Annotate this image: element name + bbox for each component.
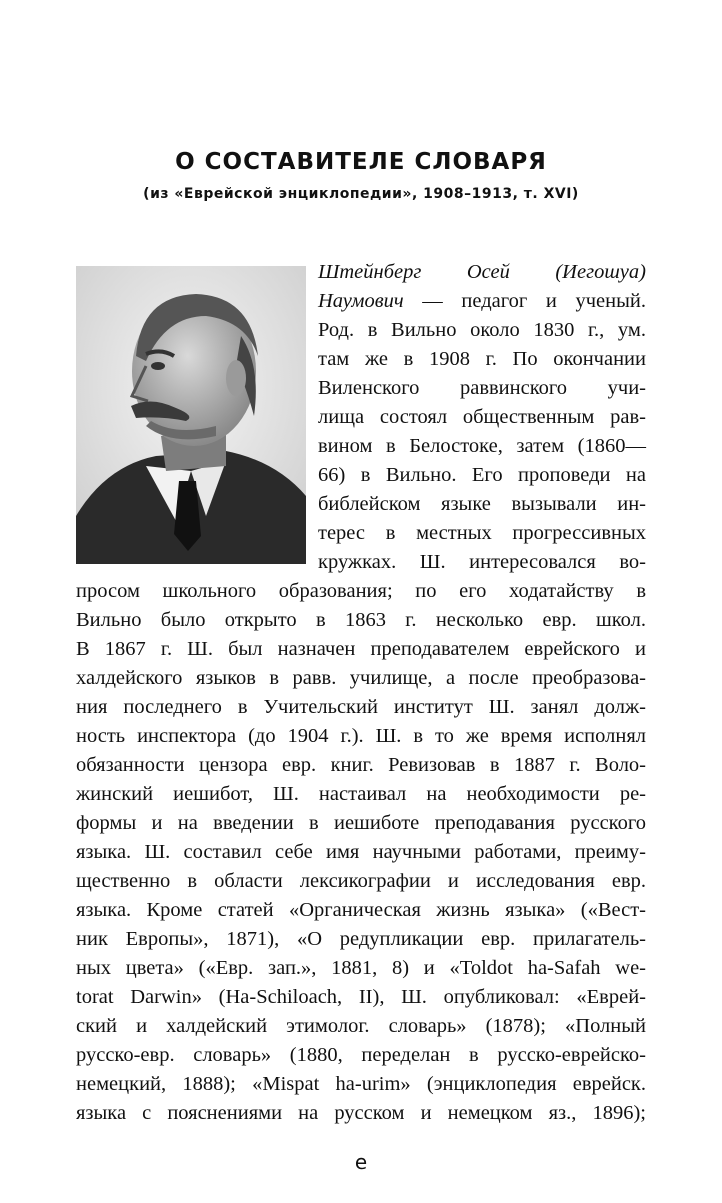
text-line: там же в 1908 г. По окончании xyxy=(318,348,646,370)
text-line: щественно в области лексикографии и исследования евр. xyxy=(76,870,646,892)
text-line: русско-евр. словарь» (1880, переделан в русско-еврейско- xyxy=(76,1044,646,1066)
text-line: Род. в Вильно около 1830 г., ум. xyxy=(318,319,646,341)
text-line: халдейского языков в равв. училище, а после преобразова- xyxy=(76,667,646,689)
text-line: просом школьного образования; по его ходатайству в xyxy=(76,580,646,602)
text-line: обязанности цензора евр. книг. Ревизовав в 1887 г. Воло- xyxy=(76,754,646,776)
page-number: e xyxy=(354,1150,368,1174)
text-line: ния последнего в Учительский институт Ш. занял долж- xyxy=(76,696,646,718)
text-line: формы и на введении в иешиботе преподавания русского xyxy=(76,812,646,834)
portrait-icon xyxy=(76,266,306,564)
text-line: лища состоял общественным рав- xyxy=(318,406,646,428)
text-line: терес в местных прогрессивных xyxy=(318,522,646,544)
text-line: жинский иешибот, Ш. настаивал на необходимости ре- xyxy=(76,783,646,805)
page-subtitle: (из «Еврейской энциклопедии», 1908–1913, т. XVI) xyxy=(143,186,579,202)
text-line: вином в Белостоке, затем (1860— xyxy=(318,435,646,457)
text-line: ский и халдейский этимолог. словарь» (1878); «Полный xyxy=(76,1015,646,1037)
author-name: Штейнберг Осей (Иегошуа) xyxy=(318,261,646,283)
text-line xyxy=(318,258,646,286)
text-line: языка. Кроме статей «Органическая жизнь языка» («Вест- xyxy=(76,899,646,921)
text-line: 66) в Вильно. Его проповеди на xyxy=(318,464,646,486)
text-line: языка с пояснениями на русском и немецком яз., 1896); xyxy=(76,1102,646,1124)
portrait-photo xyxy=(76,266,306,564)
text-line: Виленского раввинского учи- xyxy=(318,377,646,399)
text-line: torat Darwin» (Ha-Schiloach, II), Ш. опубликовал: «Еврей- xyxy=(76,986,646,1008)
text-line: ных цвета» («Евр. зап.», 1881, 8) и «Toldot ha-Safah we- xyxy=(76,957,646,979)
text-line: Наумович — педагог и ученый. xyxy=(318,290,646,312)
text-line: немецкий, 1888); «Mispat ha-urim» (энциклопедия еврейск. xyxy=(76,1073,646,1095)
text-line: Вильно было открыто в 1863 г. несколько евр. школ. xyxy=(76,609,646,631)
text-line: библейском языке вызывали ин- xyxy=(318,493,646,515)
page-title: О СОСТАВИТЕЛЕ СЛОВАРЯ xyxy=(175,149,547,175)
text-line: ность инспектора (до 1904 г.). Ш. в то же время исполнял xyxy=(76,725,646,747)
text-line: ник Европы», 1871), «О редупликации евр. прилагатель- xyxy=(76,928,646,950)
text-line: языка. Ш. составил себе имя научными работами, преиму- xyxy=(76,841,646,863)
text-line: кружках. Ш. интересовался во- xyxy=(318,551,646,573)
text-line: В 1867 г. Ш. был назначен преподавателем еврейского и xyxy=(76,638,646,660)
author-name: Наумович xyxy=(318,290,404,312)
